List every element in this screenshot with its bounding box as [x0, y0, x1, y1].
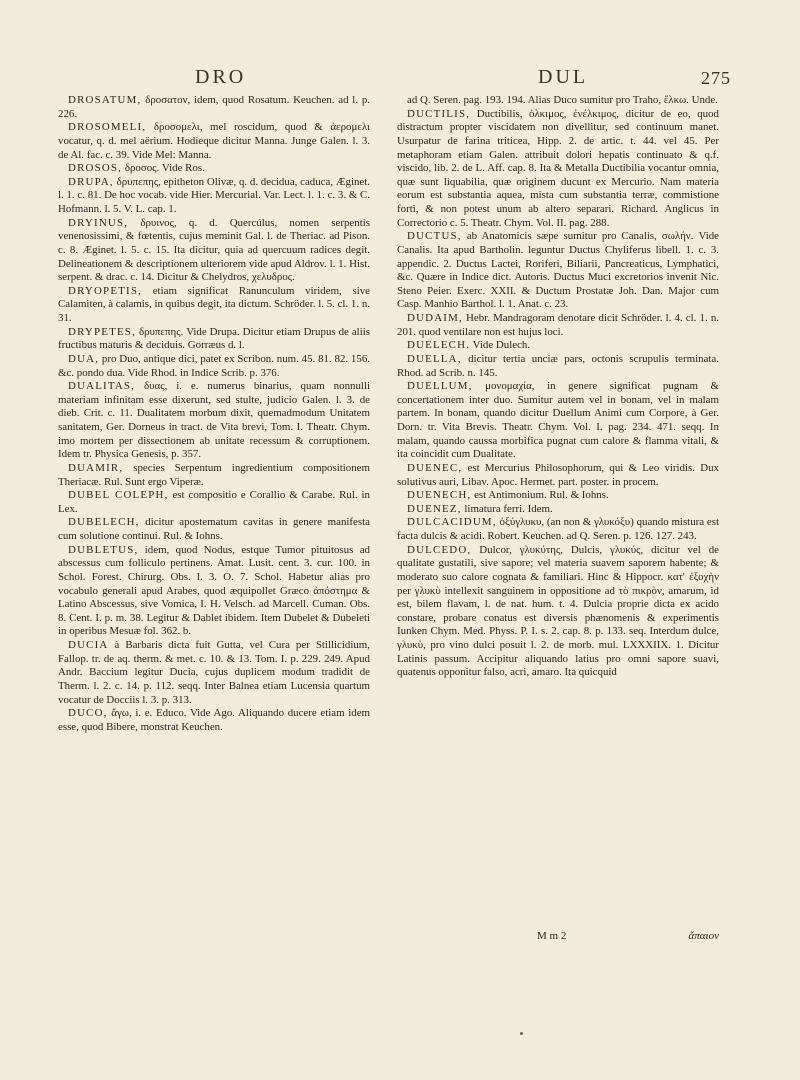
entry-text: δυας, i. e. numerus binarius, quam nonnulli materiam infinitam esse dixerunt, sed stulte, judicio Galen. l. 3. de dieb. Crit. c. 11. Dualitatem morbum dixit, quemadmodum Unitatem sanitatem, Ger. Dorneus in tract. de Vita brevi, Tom. I. Theatr. Chym. imo mortem per dissectionem ab unitate recessum & corruptionem. Idem tr. Physica Genesis, p. 357.: [58, 380, 370, 461]
entry-text: idem, quod Nodus, estque Tumor pituitosus ad abscessus cum folliculo pertinens. Amat. Lusit. cent. 3. cur. 100. in Schol. Forest. Chirurg. Obs. l. 3. O. 7. Schol. Habetur alias pro vocabulo generali apud Arabes, quod æquipollet Græco ἀπόστημα & Latino Abscessus, sive Vomica, I. H. Velsch. ad Marcell. Cuman. Obs. 8. Cent. I. p. m. 38. Legitur & Dablet ibidem. Item Dubelet & Dubeleti in operibus Mesuæ fol. 362. b.: [58, 543, 370, 638]
dictionary-entry: [58, 217, 370, 285]
entry-lemma: DUENECH,: [407, 489, 472, 502]
entry-text: ὀξύγλυκυ, (an non & γλυκόξυ) quando mistura est facta dulcis & acidi. Robert. Keuchen. ad Q. Seren. p. 126. 127. 243.: [397, 516, 719, 542]
page-footer: [397, 930, 719, 944]
right-column: [397, 94, 719, 680]
entry-lemma: DUCIA: [68, 639, 109, 651]
entry-lemma: DRUPA,: [68, 175, 114, 188]
entry-lemma: DUDAIM,: [407, 312, 463, 324]
dictionary-entry: [58, 516, 370, 543]
dictionary-entry: [58, 707, 370, 734]
entry-lemma: DRYINUS,: [68, 216, 129, 229]
entry-text: à Barbaris dicta fuit Gutta, vel Cura per Stillicidium, Fallop. tr. de aq. therm. & met. c. 10. & 13. Tom. I. p. 229. 249. Apud Andr. Baccium legitur Ducia, cujus duplicem modum tradidit de Therm. l. 2. c. 14. p. 112. seqq. Inter Balnea etiam Lucensia quartum vocatur de Docciis l. 3. p. 313.: [58, 639, 370, 706]
left-column: [58, 94, 370, 734]
entry-text: δρυπεπης. Vide Drupa. Dicitur etiam Drupus de aliis fructibus maturis & deciduis. Gorræus d. l.: [58, 325, 370, 352]
entry-text: pro Duo, antique dici, patet ex Scribon. num. 45. 81. 82. 156. &c. pondo dua. Vide Rhod. in Indice Scrib. p. 376.: [58, 352, 370, 379]
entry-text: Ductibilis, ὀλκιμος, ἐνέλκιμος, dicitur de eo, quod distractum propter viscidatem non divellitur, sed continuum manet. Usurpatur de farina triticea, Hipp. 2. de artic. t. 44. vel 45. Per metaphoram etiam Galen. attribuit dolori hepatis continuato & q.f. viscido, lib. 2. de L. Aff. cap. 8. Ita & Metalla Ductibilia vocantur omnia, quæ sunt liquabilia, quæ originem ducunt ex Mercurio. Nam materia eorum est substantia aquea, mista cum substantia terræ, commistione forti, & non potest unum ab altero separari. Richard. Anglicus in Correctorio c. 5. Theatr. Chym. Vol. II. pag. 288.: [397, 107, 719, 229]
dictionary-entry: [397, 353, 719, 380]
signature-mark: M m 2: [537, 930, 567, 942]
entry-text: Dulcor, γλυκύτης, Dulcis, γλυκύς, dicitur vel de qualitate gustatili, sive sapore; vel materia suavem saporem habente; & moderato suo calore cognata & familiari. Hinc & Hippocr. κατ' ἐξοχὴν per γλυκὺ intellexit sanguinem in oppositione ad τὸ πικρὸν, amarum, id est, bilem flavam, l. de nat. hum. t. 4. Dulcia proprie dicta ex acido constare, probare conatus est diversis phænomenis & experimentis Iunken Chym. Med. Physs. P. I. s. 2. cap. 8. p. 133. seq. Interdum dulce, γλυκὺ, pro vino dulci posuit l. 2. de morb. mul. LXXXIIX. 1. Dicitur Latinis passum. Accipitur aliquando latius pro omni sapore suavi, quatenus opponitur falso, acri, amaro. Ita quicquid: [397, 543, 719, 679]
entry-text: ab Anatomicis sæpe sumitur pro Canalis, σωλήν. Vide Canalis. Ita apud Bartholin. leguntur Ductus Chyliferus libell. 1. c. 3. appendic. 2. Ductus Lactei, Roriferi, Biliarii, Pancreaticus, Lymphatici, &c. Quære in Indice dict. Autoris. Ductus Muci excretorios invenit Nic. Steno Peier. Exerc. XXII. & Ductum Prostatæ Joh. Dan. Major cum Casp. Manhio Barthol. l. 1. Anat. c. 23.: [397, 230, 719, 311]
entry-text: Vide Dulech.: [470, 339, 531, 352]
entry-lemma: DUAMIR,: [68, 461, 124, 474]
entry-lemma: DUALITAS,: [68, 380, 136, 393]
dictionary-entry: [58, 285, 370, 326]
dictionary-entry: [58, 176, 370, 217]
dictionary-entry: [397, 230, 719, 312]
running-head-left: DRO: [195, 66, 247, 88]
entry-lemma: DUENEC,: [407, 461, 463, 474]
entry-lemma: DULCEDO,: [407, 543, 472, 556]
entry-text: ad Q. Seren. pag. 193. 194. Alias Duco sumitur pro Traho, ἕλκω. Unde.: [407, 94, 718, 106]
dictionary-entry: [58, 380, 370, 462]
entry-lemma: DUENEZ,: [407, 502, 462, 515]
dictionary-entry: [397, 489, 719, 503]
entry-lemma: DUCTILIS,: [407, 107, 471, 120]
dictionary-entry: [397, 108, 719, 231]
dictionary-entry: [58, 94, 370, 121]
entry-lemma: DUELLUM,: [407, 380, 473, 393]
dictionary-entry: [397, 544, 719, 680]
entry-text: ἄγω, i. e. Educo. Vide Ago. Aliquando ducere etiam idem esse, quod Bibere, monstrat Keuchen.: [58, 707, 370, 733]
entry-lemma: DUCTUS,: [407, 230, 462, 243]
entry-text: δρυινος, q. d. Quercúlus, nomen serpentis venenosissimi, & fœtentis, cujus meminit Gal. l. de Theriac. ad Pison. c. 8. Æginet. l. 5. c. 15. Ita dicitur, quia ad quercuum radices degit. Delineationem & descriptionem ulteriorem vide apud Aldrov. l. 1. Hist. serpent. & drac. c. 14. Dicitur & Chelydros, χελυδρος.: [58, 216, 370, 284]
entry-lemma: DUELECH.: [407, 339, 471, 352]
entry-lemma: DROSOMELI,: [68, 121, 147, 134]
dictionary-entry: [397, 312, 719, 339]
entry-lemma: DROSOS,: [68, 162, 123, 175]
dictionary-entry: [58, 326, 370, 353]
dictionary-entry: [397, 503, 719, 517]
page-number: 275: [701, 68, 731, 88]
entry-text: Hebr. Mandragoram denotare dicit Schröder. l. 4. cl. 1. n. 201. quod ventilare non est hujus loci.: [397, 312, 719, 338]
entry-lemma: DROSATUM,: [68, 94, 142, 106]
dictionary-entry: [58, 162, 370, 176]
dictionary-entry: [397, 94, 719, 108]
dictionary-entry: [58, 121, 370, 162]
entry-text: est Antimonium. Rul. & Iohns.: [471, 489, 609, 502]
entry-text: δρυπεπης, epitheton Olivæ, q. d. decidua, caduca, Æginet. l. 1. c. 81. De hoc vocab. vide Hier. Mercurial. Var. Lect. l. 1. c. 3. & C. Hofmann. l. 5. V. L. cap. 1.: [58, 175, 370, 215]
entry-text: μονομαχία, in genere significat pugnam & concertationem inter duo. Sumitur autem vel in bonam, vel in malam partem. In bonam, quando dicitur Duellum Animi cum Corpore, à Ger. Dorn. tr. Vita Brevis. Theatr. Chym. Vol. I. pag. 234. 471. seqq. In malam, quando caussa morbifica pugnat cum calore & flamma vitali, & ita coincidit cum Dualitate.: [397, 380, 719, 461]
entry-lemma: DRYPETES,: [68, 325, 136, 338]
dictionary-entry: [58, 639, 370, 707]
dictionary-entry: [397, 380, 719, 462]
entry-text: etiam significat Ranunculum viridem, sive Calamiten, à calamis, in quibus degit, ita dictum. Schröder. l. 5. cl. 1. n. 31.: [58, 284, 370, 324]
entry-lemma: DUA,: [68, 352, 100, 365]
entry-lemma: DULCACIDUM,: [407, 516, 497, 529]
dictionary-entry: [397, 339, 719, 353]
dictionary-entry: [58, 462, 370, 489]
entry-text: δροσος. Vide Ros.: [122, 162, 205, 175]
running-head-right: DUL: [538, 66, 589, 88]
entry-text: δροσατον, idem, quod Rosatum. Keuchen. ad l. p. 226.: [58, 94, 370, 120]
entry-text: est Mercurius Philosophorum, qui & Leo viridis. Dux solutivus auri, Libav. Apoc. Hermet. part. poster. in procem.: [397, 461, 719, 488]
entry-text: est compositio e Corallio & Carabe. Rul. in Lex.: [58, 489, 370, 515]
ink-speck: [520, 1032, 523, 1035]
entry-lemma: DRYOPETIS,: [68, 284, 143, 297]
entry-lemma: DUCO,: [68, 707, 108, 720]
dictionary-entry: [58, 544, 370, 639]
catchword: ἅπαιον: [688, 930, 719, 942]
dictionary-entry: [58, 353, 370, 380]
entry-text: δροσομελι, mel roscidum, quod & ἀερομελι vocatur, q. d. mel aërium. Hodieque dicitur Manna. Junge Galen. l. 3. de Al. fac. c. 39. Vide Mel: Manna.: [58, 121, 370, 161]
dictionary-entry: [397, 462, 719, 489]
dictionary-entry: [58, 489, 370, 516]
entry-text: dicitur tertia unciæ pars, octonis scrupulis terminata. Rhod. ad Scrib. n. 145.: [397, 352, 719, 379]
entry-lemma: DUBLETUS,: [68, 543, 139, 556]
entry-lemma: DUBEL COLEPH,: [68, 489, 169, 502]
dictionary-entry: [397, 516, 719, 543]
entry-text: species Serpentum ingredientium compositionem Theriacæ. Rul. Sunt ergo Viperæ.: [58, 461, 370, 488]
entry-lemma: DUELLA,: [407, 352, 462, 365]
entry-lemma: DUBELECH,: [68, 516, 140, 529]
entry-text: limatura ferri. Idem.: [461, 502, 553, 515]
entry-text: dicitur apostematum cavitas in genere manifesta cum solutione continui. Rul. & Iohns.: [58, 516, 370, 542]
